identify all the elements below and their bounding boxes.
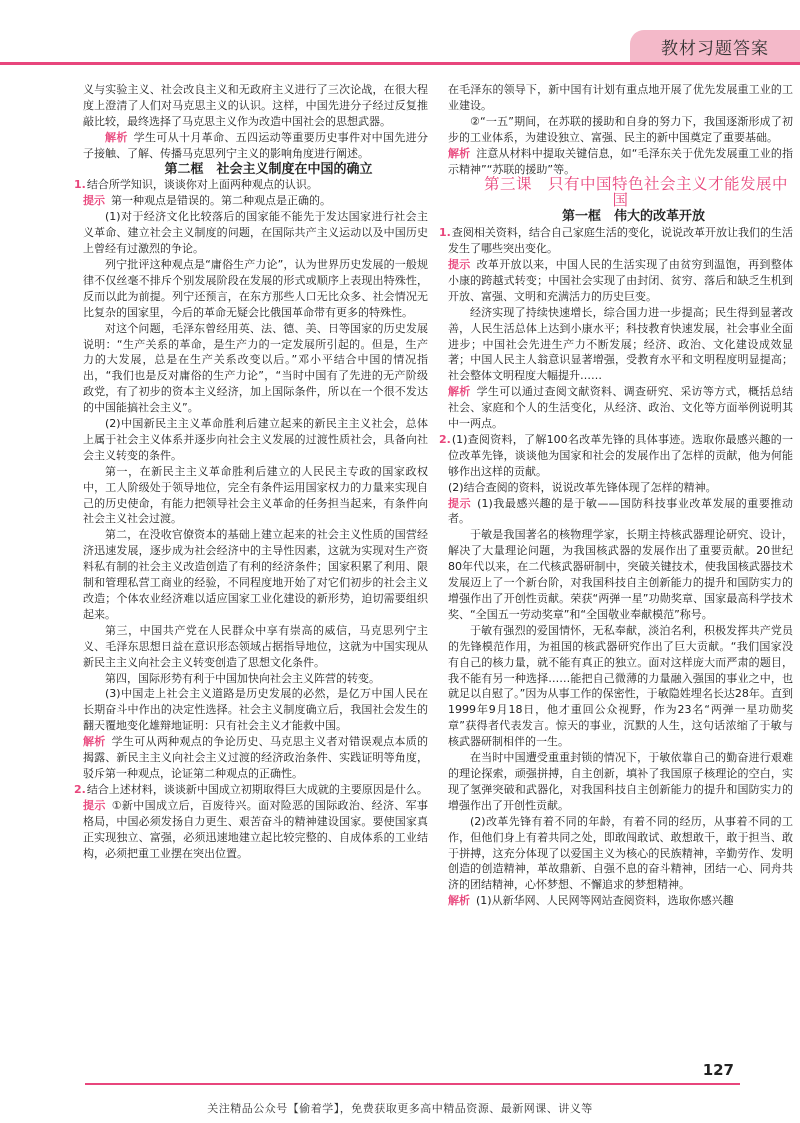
question [74,782,428,798]
hint-text: 第一种观点是错误的。第二种观点是正确的。 [111,194,331,208]
paragraph: (2)改革先锋有着不同的年龄，有着不同的经历，从事着不同的工作，但他们身上有着共同之处，即敢闯敢试、敢想敢干，敢于担当、敢于拼搏，这充分体现了以爱国主义为核心的民族精神，辛勤劳作、发明创造的创造精神，革故鼎新、自强不息的奋斗精神，团结一心、同舟共济的团结精神，心怀梦想、不懈追求的梦想精神。 [448,814,793,892]
analysis-text: (1)从新华网、人民网等网站查阅资料，选取你感兴趣 [476,894,734,908]
hint-text: ①新中国成立后，百废待兴。面对险恶的国际政治、经济、军事格局，中国必须发扬自力更生、艰苦奋斗的精神建设国家。要使国家真正实现独立、富强，必须迅速地建立起比较完整的、自成体系的工业结构，必须把重工业摆在突出位置。 [83,798,429,860]
paragraph: 在当时中国遭受重重封锁的情况下，于敏依靠自己的勤奋进行艰难的理论探索，顽强拼搏，自主创新，填补了我国原子核理论的空白，实现了氢弹突破和武器化，对我国科技自主创新能力的提升和国防实力的增强作出了开创性贡献。 [448,751,793,812]
question-text: 查阅相关资料，结合自己家庭生活的变化，说说改革开放让我们的生活发生了哪些突出变化。 [448,226,793,256]
paragraph: 第三，中国共产党在人民群众中享有崇高的威信，马克思列宁主义、毛泽东思想日益在意识形态领域占据指导地位，这就为中国实现从新民主主义向社会主义转变创造了思想文化条件。 [83,623,428,669]
paragraph: 第一，在新民主主义革命胜利后建立的人民民主专政的国家政权中，工人阶级处于领导地位，完全有条件运用国家权力的力量来实现自己的历史使命，有能力把领导社会主义革命的任务担当起来，有条件向社会主义社会过渡。 [83,464,428,526]
analysis-text: 学生可以通过查阅文献资料、调查研究、采访等方式，概括总结社会、家庭和个人的生活变化，从经济、政治、文化等方面举例说明其中一两点。 [448,385,794,431]
analysis-text: 学生可从十月革命、五四运动等重要历史事件对中国先进分子接触、了解、传播马克思列宁主义的影响角度进行阐述。 [83,130,429,160]
paragraph: 在毛泽东的领导下，新中国有计划有重点地开展了优先发展重工业的工业建设。 [448,83,793,112]
paragraph: (1)对于经济文化比较落后的国家能不能先于发达国家进行社会主义革命、建立社会主义制度的问题，在国际共产主义运动以及中国历史上曾经有过激烈的争论。 [83,210,428,256]
question-number: 2. [74,782,86,796]
paragraph: 第四，国际形势有利于中国加快向社会主义阵营的转变。 [105,671,380,685]
right-column [439,82,794,909]
paragraph: 于敏是我国著名的核物理学家，长期主持核武器理论研究、设计，解决了大量理论问题，为我国核武器的发展作出了重要贡献。20世纪80年代以来，在二代核武器研制中，突破关键技术，使我国核武器技术发展迈上了一个新台阶，对我国科技自主创新能力的提升和国防实力的增强作出了开创性贡献。荣获“两弹一星”功勋奖章、国家最高科学技术奖、“全国五一劳动奖章”和“全国敬业奉献模范”称号。 [448,528,793,621]
hint-tag: 提示 [83,798,106,812]
analysis-tag: 解析 [448,385,471,399]
hint-text: 改革开放以来，中国人民的生活实现了由贫穷到温饱，再到整体小康的跨越式转变；中国社会实现了由封闭、贫穷、落后和缺乏生机到开放、富强、文明和充满活力的历史巨变。 [448,257,794,303]
lesson-title: 第三课 只有中国特色社会主义才能发展中国 [483,175,788,210]
hint [83,798,428,862]
analysis [83,734,428,782]
paragraph: 第二，在没收官僚资本的基础上建立起来的社会主义性质的国营经济迅速发展，逐步成为社会经济中的主导性因素，这就为实现对生产资料私有制的社会主义改造创造了有利的经济条件；国家积累了利用、限制和管理私营工商业的经验，不同程度地开始了对它们初步的社会主义改造；个体农业经济难以适应国家工业化建设的新形势，迫切需要组织起来。 [83,528,428,621]
paragraph: 对这个问题，毛泽东曾经用英、法、德、美、日等国家的历史发展说明：“生产关系的革命，是生产力的一定发展所引起的。但是，生产力的大发展，总是在生产关系改变以后。”邓小平结合中国的情况指出，“我们也是反对庸俗的生产力论”，“当时中国有了先进的无产阶级政党，有了初步的资本主义经济，加上国际条件，所以在一个很不发达的中国能搞社会主义”。 [83,321,428,415]
paragraph: (2)中国新民主主义革命胜利后建立起来的新民主主义社会，总体上属于社会主义体系并逐步向社会主义发展的过渡性质社会，具备向社会主义转变的条件。 [83,417,428,462]
left-column [74,82,429,861]
question-text: (1)查阅资料，了解100名改革先锋的具体事迹。选取你最感兴趣的一位改革先锋，谈谈他为国家和社会的发展作出了怎样的贡献，他为何能够作出这样的贡献。 [448,432,793,478]
question-number: 2. [439,432,451,446]
page-header [0,0,800,70]
question-text: 结合上述材料，谈谈新中国成立初期取得巨大成就的主要原因是什么。 [86,782,428,796]
question-part: (2)结合查阅的资料，说说改革先锋体现了怎样的精神。 [448,480,717,494]
question-text: 结合所学知识，谈谈你对上面两种观点的认识。 [86,178,318,192]
section-title: 第一框 伟大的改革开放 [561,209,705,225]
footer-divider [85,1083,740,1085]
paragraph: 于敏有强烈的爱国情怀，无私奉献，淡泊名利，积极发挥共产党员的先锋模范作用，为祖国的核武器研究作出了巨大贡献。“我们国家没有自己的核力量，就不能有真正的独立。面对这样庞大而严肃的题目，我不能有另一种选择……能把自己微薄的力量融入强国的事业之中，也就足以自慰了。”因为从事工作的保密性，于敏隐姓埋名长达28年。直到1999年9月18日，他才重回公众视野，作为23名“两弹一星功勋奖章”获得者代表发言。惊天的事业，沉默的人生，这句话浓缩了于敏与核武器研制相伴的一生。 [448,623,793,749]
analysis-text: 注意从材料中提取关键信息，如“毛泽东关于优先发展重工业的指示精神”“苏联的援助”等。 [448,146,794,176]
analysis [83,130,428,162]
header-divider [0,62,800,65]
hint-tag: 提示 [448,257,471,271]
analysis-tag: 解析 [105,130,128,144]
hint [448,257,793,305]
footer-note: 关注精品公众号【偷着学】，免费获取更多高中精品资源、最新网课、讲义等 [207,1102,593,1115]
paragraph: 义与实验主义、社会改良主义和无政府主义进行了三次论战，在很大程度上澄清了人们对马克思主义的认识。这样，中国先进分子经过反复推敲比较，最终选择了马克思主义作为改造中国社会的思想武器。 [83,83,428,128]
paragraph: 经济实现了持续快速增长，综合国力进一步提高；民生得到显著改善，人民生活总体上达到小康水平；科技教育快速发展，社会事业全面进步；中国社会先进生产力不断发展；经济、政治、文化建设成效显著；中国人民主人翁意识显著增强，受教育水平和文明程度明显提高；社会整体文明程度大幅提升…… [448,305,793,383]
hint [448,496,793,528]
question-number: 1. [439,226,451,240]
question [439,225,793,257]
analysis [448,146,793,178]
analysis-tag: 解析 [448,894,470,908]
header-title: 教材习题答案 [630,30,800,62]
question [439,432,793,480]
paragraph: (3)中国走上社会主义道路是历史发展的必然，是亿万中国人民在长期奋斗中作出的决定性选择。社会主义制度确立后，我国社会发生的翻天覆地变化雄辩地证明：只有社会主义才能救中国。 [83,687,428,733]
hint-tag: 提示 [448,496,472,510]
analysis [448,893,793,909]
analysis-text: 学生可从两种观点的争论历史、马克思主义者对错误观点本质的揭露、新民主主义向社会主义过渡的经济政治条件、实践证明等角度，驳斥第一种观点，论证第二种观点的正确性。 [83,735,429,780]
question [74,177,428,193]
section-title: 第二框 社会主义制度在中国的确立 [164,161,373,177]
analysis [448,384,793,432]
question-number: 1. [74,178,86,192]
analysis-tag: 解析 [448,146,471,160]
hint [83,193,428,209]
page-number: 127 [702,1061,734,1079]
analysis-tag: 解析 [83,735,106,749]
hint-text: (1)我最感兴趣的是于敏——国防科技事业改革发展的重要推动者。 [448,496,794,526]
paragraph: 列宁批评这种观点是“庸俗生产力论”，认为世界历史发展的一般规律不仅丝毫不排斥个别发展阶段在发展的形式或顺序上表现出特殊性，反而以此为前提。列宁还预言，在东方那些人口无比众多、社会情况无比复杂的国家里，今后的革命无疑会比俄国革命带有更多的特殊性。 [83,257,428,319]
hint-tag: 提示 [83,194,105,208]
paragraph: ②“一五”期间，在苏联的援助和自身的努力下，我国逐渐形成了初步的工业体系，为建设独立、富强、民主的新中国奠定了重要基础。 [448,114,793,144]
